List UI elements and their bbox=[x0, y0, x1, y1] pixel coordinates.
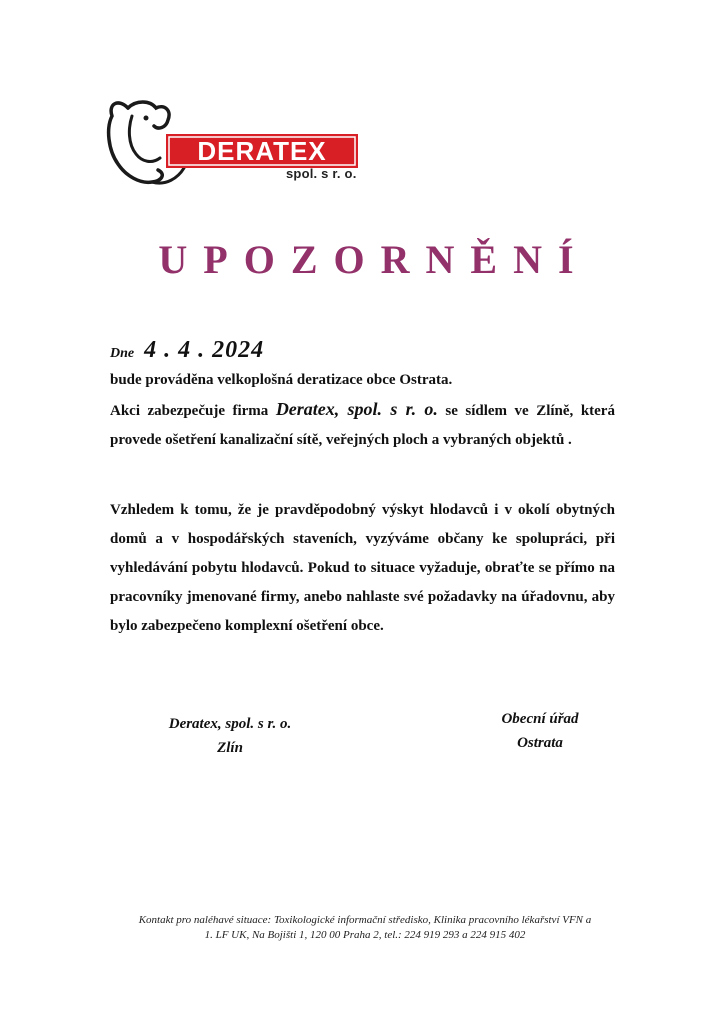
signature-municipality bbox=[470, 707, 610, 755]
signature-deratex-name: Deratex, spol. s r. o. bbox=[168, 716, 292, 732]
signature-municipality-town: Ostrata bbox=[517, 735, 563, 751]
notice-title: UPOZORNĚNÍ bbox=[158, 237, 590, 282]
footer-line1: Kontakt pro naléhavé situace: Toxikologické informační středisko, Klinika pracovního lékařství VFN a bbox=[138, 914, 592, 926]
signature-municipality-office: Obecní úřad bbox=[501, 711, 579, 727]
announcement-line1: bude prováděna velkoplošná deratizace obce Ostrata. bbox=[110, 372, 453, 388]
deratex-logo bbox=[106, 94, 362, 194]
signature-deratex-city: Zlín bbox=[217, 740, 243, 756]
emergency-contact-footer bbox=[90, 913, 640, 943]
announcement-pre: Akci zabezpečuje firma bbox=[110, 403, 276, 419]
announcement-post: se sídlem ve Zlíně, která provede ošetření kanalizační sítě, veřejných ploch a vybraných objektů . bbox=[110, 403, 615, 448]
signature-deratex bbox=[145, 712, 315, 760]
date-line bbox=[110, 337, 264, 364]
request-paragraph: Vzhledem k tomu, že je pravděpodobný výskyt hlodavců i v okolí obytných domů a v hospodářských staveních, vyzýváme občany ke spolupráci, při vyhledávání pobytu hlodavců. Pokud to situace vyžaduje, obraťte se přímo na pracovníky jmenované firmy, anebo nahlaste své požadavky na úřadovnu, aby bylo zabezpečeno komplexní ošetření obce. bbox=[110, 502, 615, 634]
firm-name-inline: Deratex, spol. s r. o. bbox=[275, 399, 438, 419]
footer-line2: 1. LF UK, Na Bojišti 1, 120 00 Praha 2, tel.: 224 919 293 a 224 915 402 bbox=[204, 929, 526, 941]
announcement-rest bbox=[110, 395, 615, 455]
date-value: 4 . 4 . 2024 bbox=[144, 337, 265, 363]
date-prefix: Dne bbox=[110, 346, 135, 361]
logo-company-text: spol. s r. o. bbox=[286, 166, 357, 181]
logo-brand-text: DERATEX bbox=[197, 136, 327, 166]
announcement-paragraph bbox=[110, 366, 615, 455]
